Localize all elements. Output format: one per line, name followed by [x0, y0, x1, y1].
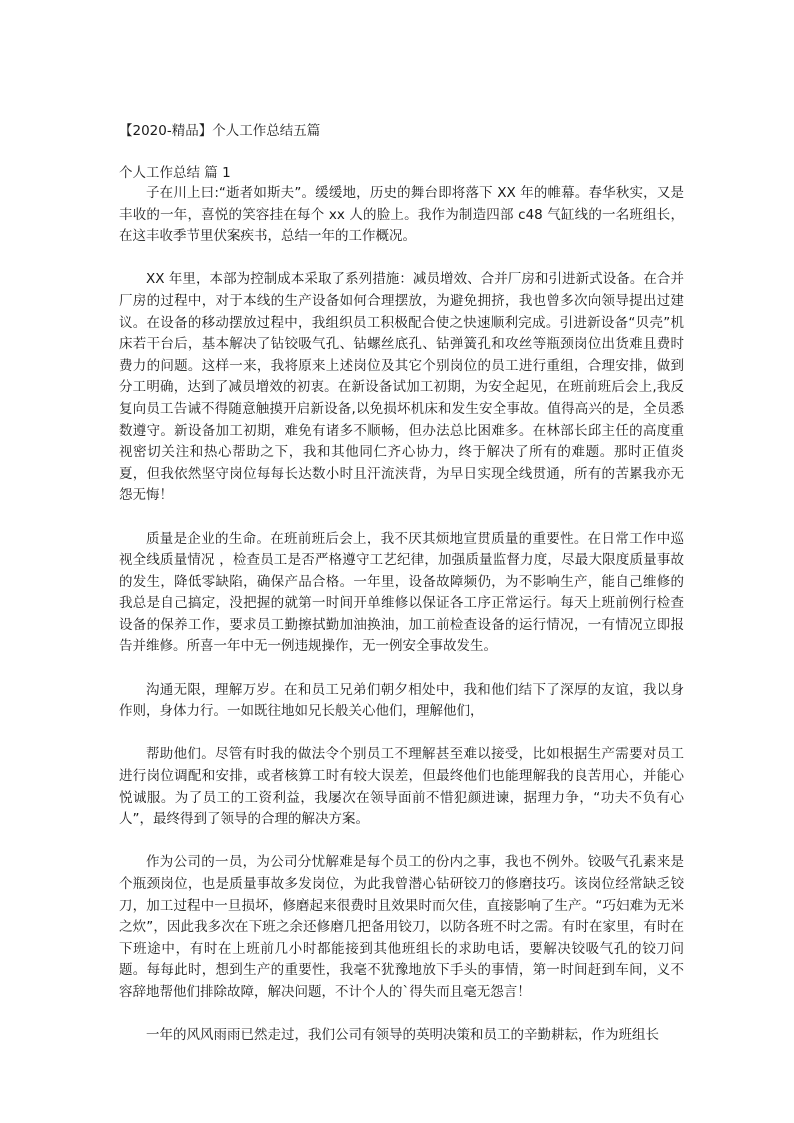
- paragraph-gap: [119, 248, 684, 270]
- paragraph-gap: [119, 658, 684, 680]
- paragraph-closing: 一年的风风雨雨已然走过，我们公司有领导的英明决策和员工的辛勤耕耘，作为班组长: [146, 1027, 659, 1044]
- paragraph-gap: [119, 723, 684, 745]
- paragraph-gap: [119, 1004, 684, 1026]
- document-title: 【2020-精品】个人工作总结五篇: [119, 123, 321, 139]
- paragraph-helping: 帮助他们。尽管有时我的做法令个别员工不理解甚至难以接受，比如根据生产需要对员工进行岗位调配和安排，或者核算工时有较大误差，但最终他们也能理解我的良苦用心，并能心悦诚服。为了员工的工资利益，我屡次在领导面前不惜犯颜进谏，据理力争，“功夫不负有心人”，最终得到了领导的合理的解决方案。: [119, 746, 684, 828]
- paragraph-intro: 子在川上曰:“逝者如斯夫”。缓缓地，历史的舞台即将落下 XX 年的帷幕。春华秋实，又是丰收的一年，喜悦的笑容挂在每个 xx 人的脸上。我作为制造四部 c48 气缸线的一名班组长，在这丰收季节里伏案疾书，总结一年的工作概况。: [119, 185, 684, 245]
- paragraph-reamer: 作为公司的一员，为公司分忧解难是每个员工的份内之事，我也不例外。铰吸气孔素来是个瓶颈岗位，也是质量事故多发岗位，为此我曾潜心钻研铰刀的修磨技巧。该岗位经常缺乏铰刀，加工过程中一旦损坏，修磨起来很费时且效果时而欠佳，直接影响了生产。“巧妇难为无米之炊”，因此我多次在下班之余还修磨几把备用铰刀，以防各班不时之需。有时在家里，有时在下班途中，有时在上班前几小时都能接到其他班组长的求助电话，要解决铰吸气孔的铰刀问题。每每此时，想到生产的重要性，我毫不犹豫地放下手头的事情，第一时间赶到车间，义不容辞地帮他们排除故障，解决问题，不计个人的`得失而且毫无怨言！: [119, 854, 684, 1000]
- section-title: 个人工作总结 篇 1: [119, 165, 231, 181]
- paragraph-cost-control: XX 年里，本部为控制成本采取了系列措施：减员增效、合并厂房和引进新式设备。在合并厂房的过程中，对于本线的生产设备如何合理摆放，为避免拥挤，我也曾多次向领导提出过建议。在设备的移动摆放过程中，我组织员工积极配合使之快速顺利完成。引进新设备“贝壳”机床若干台后，基本解决了钻铰吸气孔、钻螺丝底孔、钻弹簧孔和攻丝等瓶颈岗位出货难且费时费力的问题。这样一来，我将原来上述岗位及其它个别岗位的员工进行重组，合理安排，做到分工明确，达到了减员增效的初衷。在新设备试加工初期，为安全起见，在班前班后会上,我反复向员工告诫不得随意触摸开启新设备,以免损坏机床和发生安全事故。值得高兴的是，全员悉数遵守。新设备加工初期，难免有诸多不顺畅，但办法总比困难多。在林部长邱主任的高度重视密切关注和热心帮助之下，我和其他同仁齐心协力，终于解决了所有的难题。那时正值炎夏，但我依然坚守岗位每每长达数小时且汗流浃背，为早日实现全线贯通，所有的苦累我亦无怨无悔！: [119, 271, 684, 504]
- paragraph-communication: 沟通无限，理解万岁。在和员工兄弟们朝夕相处中，我和他们结下了深厚的友谊，我以身作则，身体力行。一如既往地如兄长般关心他们，理解他们，: [119, 681, 684, 720]
- paragraph-gap: [119, 507, 684, 529]
- paragraph-quality: 质量是企业的生命。在班前班后会上，我不厌其烦地宣贯质量的重要性。在日常工作中巡视全线质量情况 ，检查员工是否严格遵守工艺纪律，加强质量监督力度，尽最大限度质量事故的发生，降低零缺陷，确保产品合格。一年里，设备故障频仍，为不影响生产，能自己维修的我总是自己搞定，没把握的就第一时间开单维修以保证各工序正常运行。每天上班前例行检查设备的保养工作，要求员工勤擦拭勤加油换油，加工前检查设备的运行情况，一有情况立即报告并维修。所喜一年中无一例违规操作，无一例安全事故发生。: [119, 530, 684, 655]
- paragraph-gap: [119, 831, 684, 853]
